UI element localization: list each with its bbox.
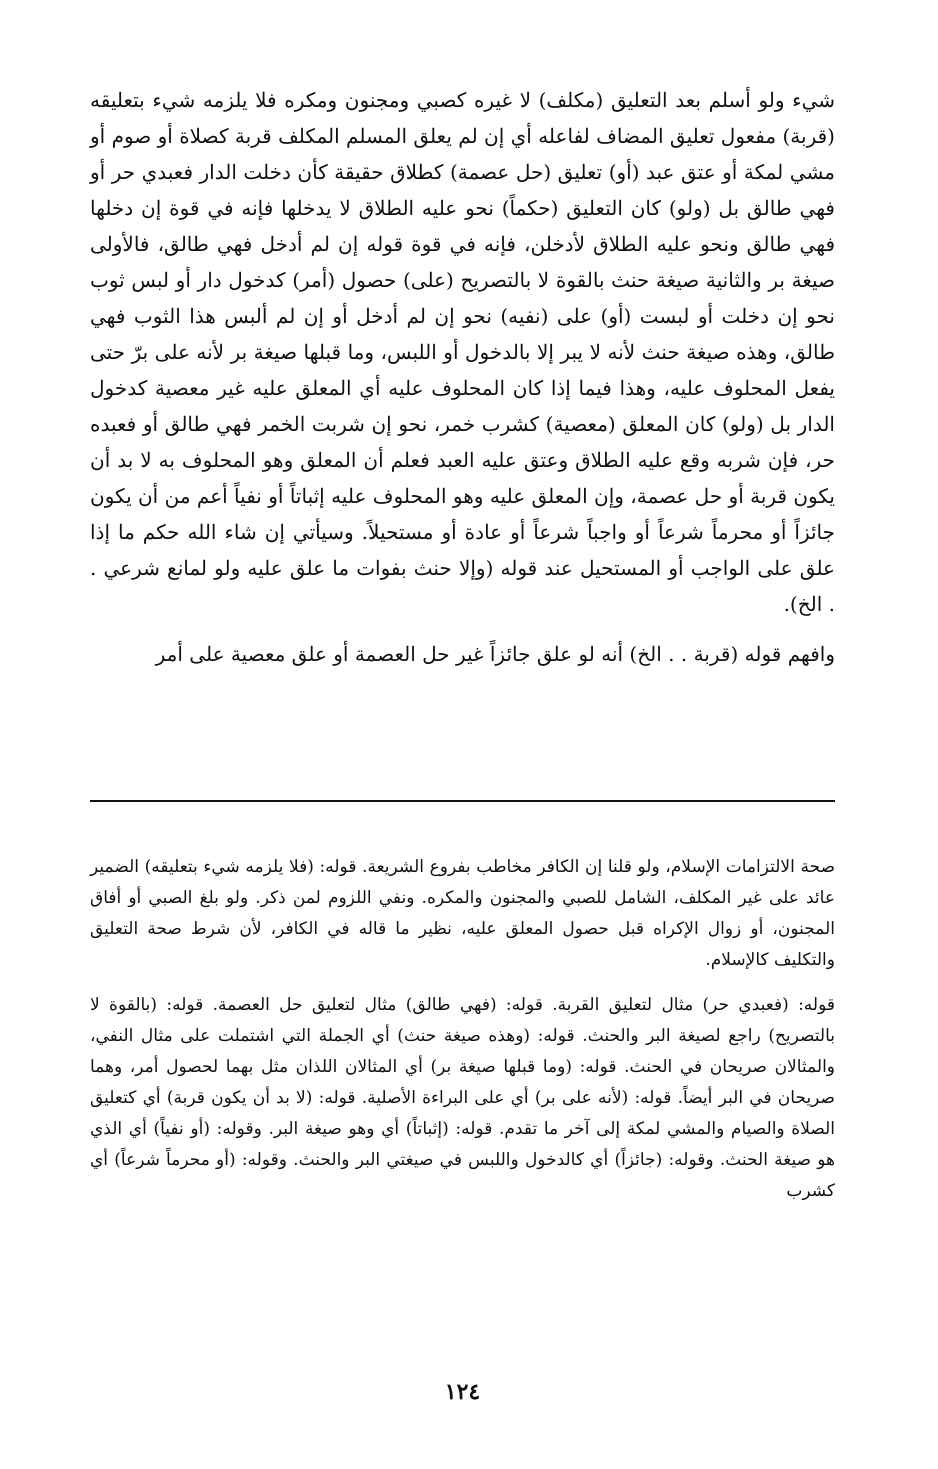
footnote-2: قوله: (فعبدي حر) مثال لتعليق القربة. قوله: (فهي طالق) مثال لتعليق حل العصمة. قوله: (بالقوة لا بالتصريح) راجع لصيغة البر والحنث. قوله: (وهذه صيغة حنث) أي الجملة التي اشتملت على مثال النفي، والمثالان صريحان في الحنث. قوله: (وما قبلها صيغة بر) أي المثالان اللذان مثل بهما لحصول أمر، وهما صريحان في البر أيضاً. قوله: (لأنه على بر) أي على البراءة الأصلية. قوله: (لا بد أن يكون قربة) أي كتعليق الصلاة والصيام والمشي لمكة إلى آخر ما تقدم. قوله: (إثباتاً) أي وهو صيغة البر. وقوله: (أو نفياً) أي الذي هو صيغة الحنث. وقوله: (جائزاً) أي كالدخول واللبس في صيغتي البر والحنث. وقوله: (أو محرماً شرعاً) أي كشرب: [90, 995, 835, 1201]
book-page: [90, 82, 835, 1462]
footnote-divider: [90, 800, 835, 802]
footnotes: [90, 852, 835, 1207]
main-paragraph-2: وافهم قوله (قربة . . الخ) أنه لو علق جائزاً غير حل العصمة أو علق معصية على أمر: [155, 642, 835, 666]
page-number: ١٢٤: [444, 1379, 481, 1405]
main-paragraph-1: شيء ولو أسلم بعد التعليق (مكلف) لا غيره كصبي ومجنون ومكره فلا يلزمه شيء بتعليقه (قربة) مفعول تعليق المضاف لفاعله أي إن لم يعلق المسلم المكلف قربة كصلاة أو صوم أو مشي لمكة أو عتق عبد (أو) تعليق (حل عصمة) كطلاق حقيقة كأن دخلت الدار فعبدي حر أو فهي طالق بل (ولو) كان التعليق (حكماً) نحو عليه الطلاق لا يدخلها فإنه في قوة إن دخلها فهي طالق ونحو عليه الطلاق لأدخلن، فإنه في قوة قوله إن لم أدخل فهي طالق، فالأولى صيغة بر والثانية صيغة حنث بالقوة لا بالتصريح (على) حصول (أمر) كدخول دار أو لبس ثوب نحو إن دخلت أو لبست (أو) على (نفيه) نحو إن لم أدخل أو إن لم ألبس هذا الثوب فهي طالق، وهذه صيغة حنث لأنه لا يبر إلا بالدخول أو اللبس، وما قبلها صيغة بر لأنه على برّ حتى يفعل المحلوف عليه، وهذا فيما إذا كان المحلوف عليه أي المعلق عليه غير معصية كدخول الدار بل (ولو) كان المعلق (معصية) كشرب خمر، نحو إن شربت الخمر فهي طالق أو فعبده حر، فإن شربه وقع عليه الطلاق وعتق عليه العبد فعلم أن المعلق وهو المحلوف به لا بد أن يكون قربة أو حل عصمة، وإن المعلق عليه وهو المحلوف عليه إثباتاً أو نفياً أعم من أن يكون جائزاً أو محرماً شرعاً أو واجباً شرعاً أو عادة أو مستحيلاً. وسيأتي إن شاء الله حكم ما إذا علق على الواجب أو المستحيل عند قوله (وإلا حنث بفوات ما علق عليه ولو لمانع شرعي . . الخ).: [90, 88, 836, 616]
footnote-1: صحة الالتزامات الإسلام، ولو قلنا إن الكافر مخاطب بفروع الشريعة. قوله: (فلا يلزمه شيء بتعليقه) الضمير عائد على غير المكلف، الشامل للصبي والمجنون والمكره. ونفي اللزوم لمن ذكر. ولو بلغ الصبي أو أفاق المجنون، أو زوال الإكراه قبل حصول المعلق عليه، نظير ما قاله في الكافر، لأن شرط صحة التعليق والتكليف كالإسلام.: [90, 857, 835, 970]
main-text: [90, 82, 835, 672]
